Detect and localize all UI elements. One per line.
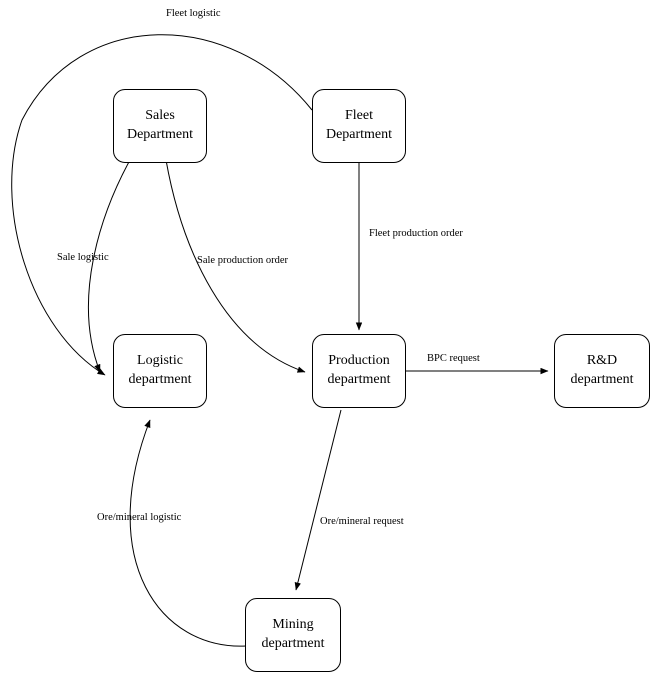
node-sales-department[interactable] <box>113 89 207 163</box>
edge-label-fleet-production-order: Fleet production order <box>369 228 463 239</box>
edge-fleet-logistic <box>12 35 312 375</box>
node-rnd-department-line1: R&D <box>586 353 618 369</box>
node-mining-department-line2: department <box>261 636 325 651</box>
node-mining-department-line1: Mining <box>272 617 314 633</box>
edge-label-bpc-request: BPC request <box>427 353 480 364</box>
edge-ore-mineral-logistic <box>130 420 246 646</box>
node-production-department[interactable] <box>312 334 406 408</box>
edge-label-fleet-logistic: Fleet logistic <box>166 8 221 19</box>
edge-label-ore-mineral-request: Ore/mineral request <box>320 516 404 527</box>
node-fleet-department-line1: Fleet <box>345 108 373 124</box>
node-rnd-department-line2: department <box>570 372 634 387</box>
node-production-department-line2: department <box>327 372 391 387</box>
node-fleet-department[interactable] <box>312 89 406 163</box>
edge-label-sale-logistic: Sale logistic <box>57 252 109 263</box>
edge-ore-mineral-request <box>296 410 341 590</box>
node-logistic-department[interactable] <box>113 334 207 408</box>
edge-label-sale-production-order: Sale production order <box>197 255 288 266</box>
node-logistic-department-line1: Logistic <box>137 353 183 369</box>
edge-label-ore-mineral-logistic: Ore/mineral logistic <box>97 512 182 523</box>
node-fleet-department-line2: Department <box>325 127 393 142</box>
node-logistic-department-line2: department <box>128 372 192 387</box>
node-mining-department[interactable] <box>245 598 341 672</box>
node-sales-department-line2: Department <box>126 127 194 142</box>
node-production-department-line1: Production <box>328 353 390 369</box>
node-sales-department-line1: Sales <box>145 108 175 124</box>
node-rnd-department[interactable] <box>554 334 650 408</box>
